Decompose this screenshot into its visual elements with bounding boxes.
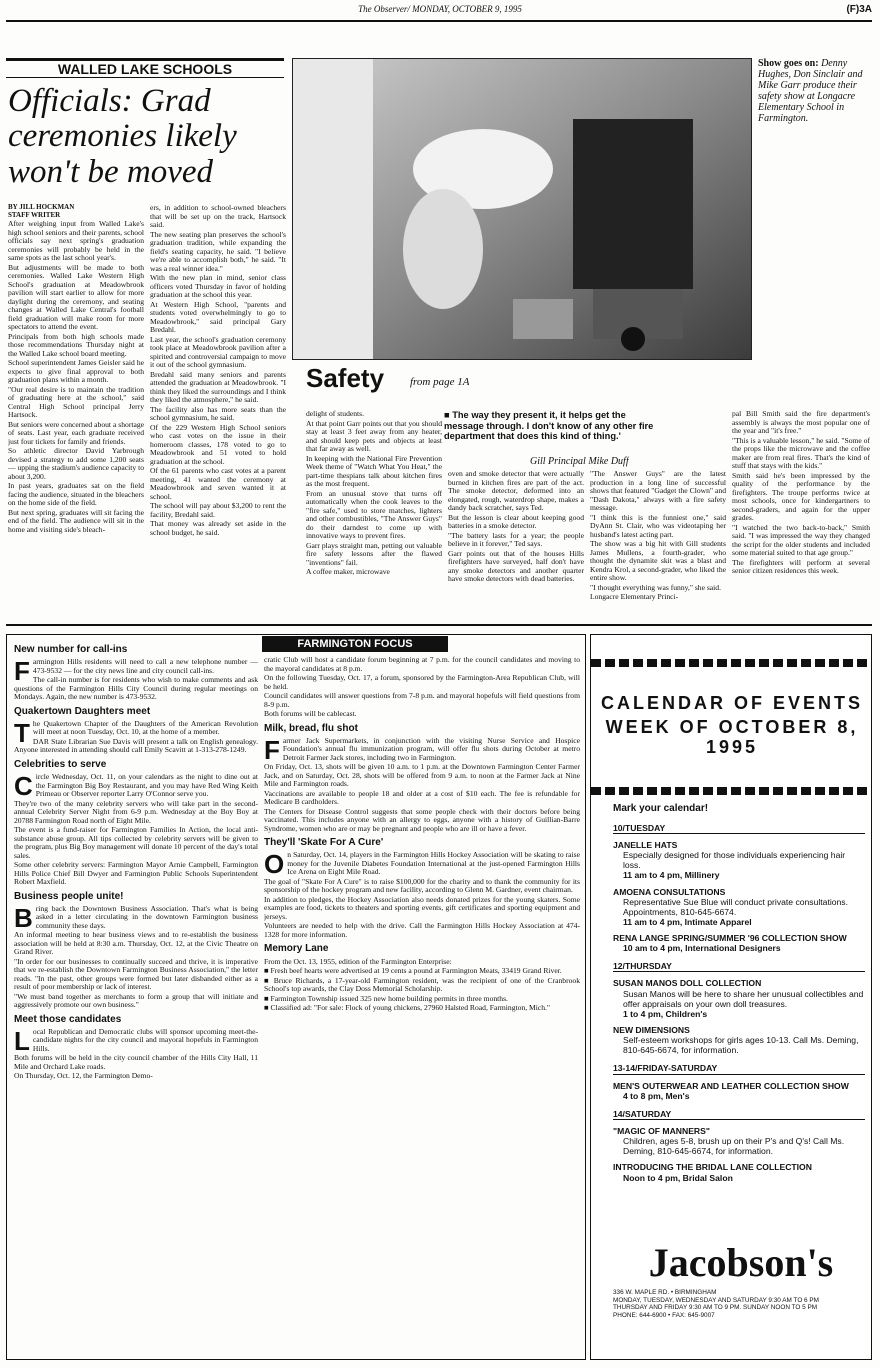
section-divider [6,624,872,626]
brief-paragraph [14,738,258,755]
calendar-ad [590,634,872,1360]
calendar-event-time: 4 to 8 pm, Men's [623,1090,690,1101]
paragraph: In keeping with the National Fire Prevention Week theme of "Watch What You Heat," the part-time thespians talk about kitchen fires as the most frequent. [306,453,442,488]
brief-paragraph [14,902,258,933]
brief-paragraph [264,790,580,807]
calendar-event-time: 11 am to 4 pm, Intimate Apparel [623,916,752,927]
brief-paragraph [264,849,580,880]
paragraph: oven and smoke detector that were actually burned in kitchen fires are part of the act. The smoke detector, deformed into an elongated, rough, waterdrop shape, makes a dandy back scratcher, says Ted. [448,470,584,512]
brief-text: ■ Farmington Township issued 325 new home building permits in three months. [264,993,508,1003]
calendar-event-desc: Children, ages 5-8, brush up on their P's and Q's! Call Ms. Deming, 810-645-6674, for information. [623,1136,845,1157]
safety-column-1 [306,410,442,622]
brief-paragraph [14,656,258,687]
brief-paragraph [14,861,258,887]
calendar-event-name: SUSAN MANOS DOLL COLLECTION [613,978,762,989]
paragraph: At that point Garr points out that you should stay at least 3 feet away from any heater, and should keep pets and objects at least that far away as well. [306,418,442,453]
drop-cap: B [14,902,33,933]
focus-column-1 [14,640,258,1356]
page-number: (F)3A [846,4,872,15]
brief-paragraph [14,676,258,702]
brief-text: n Saturday, Oct. 14, players in the Farmington Hills Hockey Association will be skating to raise money for the Juvenile Diabetes Foundation International at the just-opened Farmington Hills Ice Arena on Eight Mile Road. [287,850,580,877]
brief-paragraph [264,977,580,994]
brief-paragraph [14,826,258,860]
paragraph: "Our real desire is to maintain the tradition of graduating here at the school," said Central High School principal Jerry Hartsock. [8,384,144,419]
drop-cap: F [14,656,30,687]
paragraph: With the new plan in mind, senior class officers voted Thursday in favor of holding graduation at the school this year. [150,273,286,299]
byline-name: BY JILL HOCKMAN [8,204,75,211]
paragraph: "I watched the two back-to-back," Smith said. "I was impressed the way they changed the script for the older students and included some material suited to that age group." [732,522,870,557]
paragraph: Bredahl said many seniors and parents attended the graduation at Meadowbrook. "I think they liked the surroundings and I think they liked the atmosphere," he said. [150,369,286,404]
photo-cutline [758,58,870,124]
calendar-body [613,799,865,1183]
brief-paragraph [14,771,258,802]
store-hours-1: MONDAY, TUESDAY, WEDNESDAY AND SATURDAY 9:30 AM TO 6 PM [613,1296,819,1304]
calendar-event-time: Noon to 4 pm, Bridal Salon [623,1172,733,1183]
brief-paragraph [264,1004,580,1013]
paragraph: Smith said he's been impressed by the quality of the performance by the firefighters. The troupe performs twice at most schools, once for kindergartners to second-graders, and again for the upper grades. [732,470,870,522]
brief-paragraph [264,734,580,765]
focus-column-2 [264,656,580,1356]
paragraph: The school will pay about $3,200 to rent the facility, Bredahl said. [150,501,286,519]
store-logo: Jacobson's [648,1240,834,1285]
brief-heading: New number for call-ins [14,644,128,655]
drop-cap: O [264,849,285,880]
paragraph: "This is a valuable lesson," he said. "Some of the props like the microwave and the coffee maker are from real fires. That's the kind of stuff that stays with the kids." [732,435,870,470]
calendar-date: 14/SATURDAY [613,1109,865,1120]
paragraph: Last year, the school's graduation ceremony took place at Meadowbrook pavilion after a spirited and controversial campaign to move it out of the school gymnasium. [150,334,286,369]
paragraph: That money was already set aside in the school budget, he said. [150,519,286,537]
brief-text: ■ Fresh beef hearts were advertised at 19 cents a pound at Farmington Meats, 33419 Grand River. [264,966,562,976]
brief-paragraph [264,896,580,922]
paragraph: But adjustments will be made to both ceremonies. Walled Lake Western High School's graduation at Meadowbrook pavilion will start earlier to allow for more daylight during the ceremony, and seating changes at Walled Lake Central's football field graduation will make room for more spectators to attend the event. [8,262,144,331]
drop-cap: C [14,771,33,802]
brief-paragraph [264,995,580,1004]
safety-column-4 [732,410,870,622]
paragraph: Of the 61 parents who cast votes at a parent meeting, 41 wanted the ceremony at Meadowbrook and seven wanted it at school. [150,466,286,501]
pull-quote-text: The way they present it, it helps get the message through. I don't know of any other fire department that does this kind of thing.' [444,410,654,441]
brief-paragraph [264,958,580,967]
store-address: 336 W. MAPLE RD. • BIRMINGHAM [613,1289,717,1296]
brief-paragraph [14,958,258,992]
brief-text: ircle Wednesday, Oct. 11, on your calendars as the night to dine out at the Farmington Big Boy Restaurant, and you may have Red Wing Keith Primeau or Observer reporter Larry O'Connor serve you. [35,772,258,799]
brief-paragraph [14,1054,258,1071]
brief-text: The event is a fund-raiser for Farmington Families In Action, the local anti-substance abuse group. All tips collected by celebrity servers will be given to the program, plus Big Boy management will donate 10 percent of the day's total sales. [14,825,258,860]
paragraph: Both forums will be cablecast. [264,709,357,718]
brief-text: DAR State Librarian Sue Davis will present a talk on English genealogy. Anyone interested in attending should call Emily Scavitt at 1-313-278-1249. [14,736,258,755]
story-headline: Officials: Grad ceremonies likely won't be moved [8,84,237,190]
calendar-event-desc: Self-esteem workshops for girls ages 10-13. Call Ms. Deming, 810-645-6674, for information. [623,1035,859,1056]
paragraph: In past years, graduates sat on the field facing the audience, situated in the bleachers on the home side of the field. [8,481,144,507]
paragraph: "I think this is the funniest one," said DyAnn St. Clair, who was videotaping her husband's latest acting part. [590,512,726,539]
cutline-lead: Show goes on: [758,58,819,69]
calendar-mark: Mark your calendar! [613,803,709,814]
paragraph: But seniors were concerned about a shortage of seats. Last year, each graduate received just four tickets for family and friends. [8,419,144,446]
brief-text: In addition to pledges, the Hockey Association also needs donated prizes for the young skaters. Some examples are food, tickets to theaters and sporting events, gift certificates and sporting equipment and jerseys. [264,894,580,921]
brief-text: The Centers for Disease Control suggests that some people check with their doctors before being vaccinated. This includes anyone with an allergy to eggs, anyone with a history of Guillian-Barre Syndrome, women who are or may be pregnant and people who are ill or have a fever. [264,806,580,833]
byline-role: STAFF WRITER [8,210,61,219]
brief-text: The call-in number is for residents who wish to make comments and ask questions of the Farmington Hills City Council during regular meetings on Mondays. Again, the new number is 473-9532. [14,675,258,702]
brief-text: armington Hills residents will need to call a new telephone number — 473-9532 — for the city news line and city council call-ins. [32,657,258,675]
paragraph: So athletic director David Yarbrough devised a strategy to add some 1,200 seats — upping the stadium's audience capacity to about 3,200. [8,446,144,481]
paragraph: The show was a big hit with Gill students James Mullens, a fourth-grader, who thought the dynamite skit was a blast and Kendra Krol, a second-grader, who liked the entire show. [590,539,726,582]
paragraph: But the lesson is clear about keeping good batteries in a smoke detector. [448,512,584,530]
brief-text: Some other celebrity servers: Farmington Mayor Arnie Campbell, Farmington Hills Police Chief Bill Dwyer and Farmington Public Schools Superintendent Robert Maxfield. [14,860,258,887]
paragraph: "I thought everything was funny," she said. [590,582,721,592]
brief-text: ■ Bruce Richards, a 17-year-old Farmington resident, was the recipient of one of the Cranbrook School's top awards, the Clay Doss Memorial Scholarship. [264,975,580,994]
brief-text: ocal Republican and Democratic clubs will sponsor upcoming meet-the-candidate nights for the city council and mayoral hopefuls in Farmington Hills. [32,1026,258,1053]
top-rule [6,20,872,22]
safety-jump-line: from page 1A [410,376,470,388]
paragraph: pal Bill Smith said the fire department's assembly is always the most popular one of the year and "it's free." [732,410,870,435]
paragraph: ers, in addition to school-owned bleachers that will be set up on the track, Hartsock said. [150,204,286,229]
paragraph: From an unusual stove that turns off automatically when the cook leaves to the "fire safe," used to store matches, lighters and other combustibles, "The Answer Guys" do their darndest to come up with innovative ways to prevent fires. [306,488,442,540]
brief-text: Volunteers are needed to help with the drive. Call the Farmington Hills Hockey Association at 474-1328 for more information. [264,921,580,939]
safety-column-2 [448,470,584,622]
story-byline [8,204,148,219]
brief-heading: Meet those candidates [14,1013,122,1025]
brief-paragraph [264,763,580,789]
calendar-event-time: 1 to 4 pm, Children's [623,1008,708,1019]
photo-illustration [293,59,752,360]
drop-cap: F [264,734,280,765]
running-head: The Observer/ MONDAY, OCTOBER 9, 1995 [358,4,522,14]
brief-heading: Milk, bread, flu shot [264,722,358,734]
brief-paragraph [264,967,580,976]
brief-heading: Business people unite! [14,890,124,902]
brief-text: Both forums will be held in the city council chamber of the Hills City Hall, 11 Mile and Orchard Lake roads. [14,1053,258,1071]
store-hours-2: THURSDAY AND FRIDAY 9:30 AM TO 9 PM. SUNDAY NOON TO 5 PM [613,1304,818,1312]
safety-title: Safety [306,364,385,393]
paragraph: Council candidates will answer questions from 7-8 p.m. and mayoral hopefuls will field questions from 8-9 p.m. [264,691,580,709]
brief-heading: Memory Lane [264,943,329,955]
brief-paragraph [14,1072,258,1081]
store-info [613,1289,869,1320]
brief-paragraph [264,878,580,895]
brief-text: On Friday, Oct. 13, shots will be given 10 a.m. to 1 p.m. at the Downtown Farmington Center Farmer Jack, and on Saturday, Oct. 28, shots will be offered from 9 a.m. to noon at the Farmer Jack at Nine Mile and Farmington roads. [264,762,580,789]
brief-text: From the Oct. 13, 1955, edition of the Farmington Enterprise: [264,956,452,966]
brief-text: On Thursday, Oct. 12, the Farmington Demo- [14,1071,153,1081]
story-column-2 [150,204,286,620]
pull-quote: ■ The way they present it, it helps get the message through. I don't know of any other fire department that does this kind of thing.' [444,410,654,441]
paragraph: Of the 229 Western High School seniors who cast votes on the issue in their homeroom classes, 178 voted to go to Meadowbrook and 51 voted to hold graduation at the school. [150,422,286,466]
calendar-event-desc: Especially designed for those individuals experiencing hair loss. [623,850,846,871]
calendar-event-time: 10 am to 4 pm, International Designers [623,943,781,954]
cutline-text: Denny Hughes, Don Sinclair and Mike Garr produce their safety show at Longacre Elementary School in Farmington. [758,58,863,124]
brief-text: "In order for our businesses to continually succeed and thrive, it is imperative that we re-establish the Downtown Farmington Business Association," the letter reads. "In the past, other groups were formed but later disbanded either as a result of poor membership or lack of interest. [14,956,258,992]
safety-column-3 [590,470,726,622]
brief-heading: Celebrities to serve [14,758,107,770]
brief-text: They're two of the many celebrity servers who will take part in the second-annual Celebrity Server Night from 6-9 p.m. Wednesday at the Boy Boy at 20788 Farmington Road north of Eight Mile. [14,798,258,825]
brief-paragraph [264,808,580,834]
paragraph: The facility also has more seats than the school gymnasium, he said. [150,404,286,422]
brief-text: "We must band together as merchants to form a group that will initiate and aggressively promote our own business." [14,991,258,1010]
brief-text: Vaccinations are available to people 18 and older at a cost of $10 each. The fee is refundable for Medicare B cardholders. [264,788,580,807]
brief-text: ■ Classified ad: "For sale: Flock of young chickens, 27960 Halsted Road, Farmington, Mich." [264,1003,551,1013]
store-phone: PHONE: 644-6900 • FAX: 645-9007 [613,1312,715,1320]
calendar-event-time: 11 am to 4 pm, Millinery [623,870,720,881]
story-column-1 [8,220,144,620]
section-kicker-box [6,58,284,78]
calendar-event-name: INTRODUCING THE BRIDAL LANE COLLECTION [613,1162,812,1173]
paragraph: The firefighters will perform at several senior citizen residences this week. [732,557,870,575]
brief-heading: Quakertown Daughters meet [14,705,151,717]
calendar-date: 12/THURSDAY [613,961,865,972]
brief-text: The goal of "Skate For A Cure" is to raise $100,000 for the charity and to thank the community for its sponsorship of the hockey program and new facility, according to Glenn M. Gardner, event chairman. [264,876,580,895]
drop-cap: T [14,717,30,748]
paragraph: But next spring, graduates will sit facing the end of the field. The audience will sit in the home and visiting side's bleach- [8,507,144,534]
paragraph: delight of students. [306,410,365,418]
brief-paragraph [264,922,580,939]
section-kicker: WALLED LAKE SCHOOLS [57,61,233,77]
brief-paragraph [14,931,258,957]
brief-paragraph [14,993,258,1010]
paragraph: Principals from both high schools made those recommendations Thursday night at the Walled Lake school board meeting. [8,331,144,358]
brief-text: ring back the Downtown Business Association. That's what is being asked in a letter circulating in the downtown Farmington business community these days. [35,903,258,930]
brief-paragraph [14,800,258,826]
calendar-event-name: AMOENA CONSULTATIONS [613,886,726,897]
paragraph: School superintendent James Geisler said he expects to give final approval to both graduation plans within a month. [8,358,144,384]
brief-text: armer Jack Supermarkets, in conjunction with the visiting Nurse Service and Hospice Foundation's annual flu immunization program, will offer flu shots during October at metro Detroit Farmer Jack stores, including two in Farmington. [282,735,580,762]
paragraph: At Western High School, "parents and students voted overwhelmingly to go to Meadowbrook," said principal Gary Bredahl. [150,299,286,334]
calendar-stripe-bottom [591,787,872,795]
calendar-date: 10/TUESDAY [613,823,865,834]
paragraph: A coffee maker, microwave [306,567,390,576]
safety-show-photo [292,58,752,360]
paragraph: "The Answer Guys" are the latest production in a long line of successful shows that featured "Gadget the Clown" and "Dash Dakota," always with a fire safety message. [590,470,726,512]
farmington-focus-banner: FARMINGTON FOCUS [262,636,448,652]
paragraph: Garr plays straight man, petting out valuable fire safety lessons after the flawed "inventions" fail. [306,540,442,567]
calendar-date: 13-14/FRIDAY-SATURDAY [613,1063,865,1074]
calendar-event-name: "MAGIC OF MANNERS" [613,1126,710,1137]
paragraph: "The battery lasts for a year; the people believe in it forever," Ted says. [448,530,584,548]
calendar-stripe-top [591,659,872,667]
calendar-title-line1: CALENDAR OF EVENTS [600,693,863,713]
brief-text: he Quakertown Chapter of the Daughters of the American Revolution will meet at noon Tuesday, Oct. 10, at the home of a member. [32,718,258,737]
paragraph: After weighing input from Walled Lake's high school seniors and their parents, school officials say next spring's graduation ceremonies will probably be held in the same spots as the last school year's. [8,220,144,262]
calendar-event-desc: Representative Sue Blue will conduct private consultations. Appointments, 810-645-6674. [623,896,848,917]
calendar-event-name: NEW DIMENSIONS [613,1025,690,1036]
brief-heading: They'll 'Skate For A Cure' [264,837,384,849]
paragraph: Garr points out that of the houses Hills firefighters have surveyed, half don't have any smoke detectors and another quarter have smoke detectors with dead batteries. [448,548,584,583]
paragraph: Longacre Elementary Princi- [590,592,679,601]
paragraph: On the following Tuesday, Oct. 17, a forum, sponsored by the Farmington-Area Republican Club, will be held. [264,673,580,691]
drop-cap: L [14,1025,30,1056]
calendar-event-name: JANELLE HATS [613,839,678,850]
calendar-event-name: MEN'S OUTERWEAR AND LEATHER COLLECTION SHOW [613,1080,849,1091]
brief-text: An informal meeting to hear business views and to re-establish the business association will be held at 8:30 a.m. Thursday, Oct. 12, at the Civic Theatre on Grand River. [14,930,258,957]
paragraph: The new seating plan preserves the school's graduation tradition, while expanding the field's seating capacity, he said. "I believe we're able to accomplish both," he said. "It was a real winner idea." [150,229,286,273]
calendar-event-name: RENA LANGE SPRING/SUMMER '96 COLLECTION SHOW [613,933,847,944]
brief-paragraph [14,1025,258,1056]
calendar-event-desc: Susan Manos will be here to share her unusual collectibles and offer appraisals on your own doll treasures. [623,988,864,1009]
calendar-title-line2: WEEK OF OCTOBER 8, 1995 [605,717,859,758]
paragraph: cratic Club will host a candidate forum beginning at 7 p.m. for the council candidates and moving to the mayoral candidates at 8 p.m. [264,656,580,673]
pull-quote-credit: Gill Principal Mike Duff [530,456,629,467]
